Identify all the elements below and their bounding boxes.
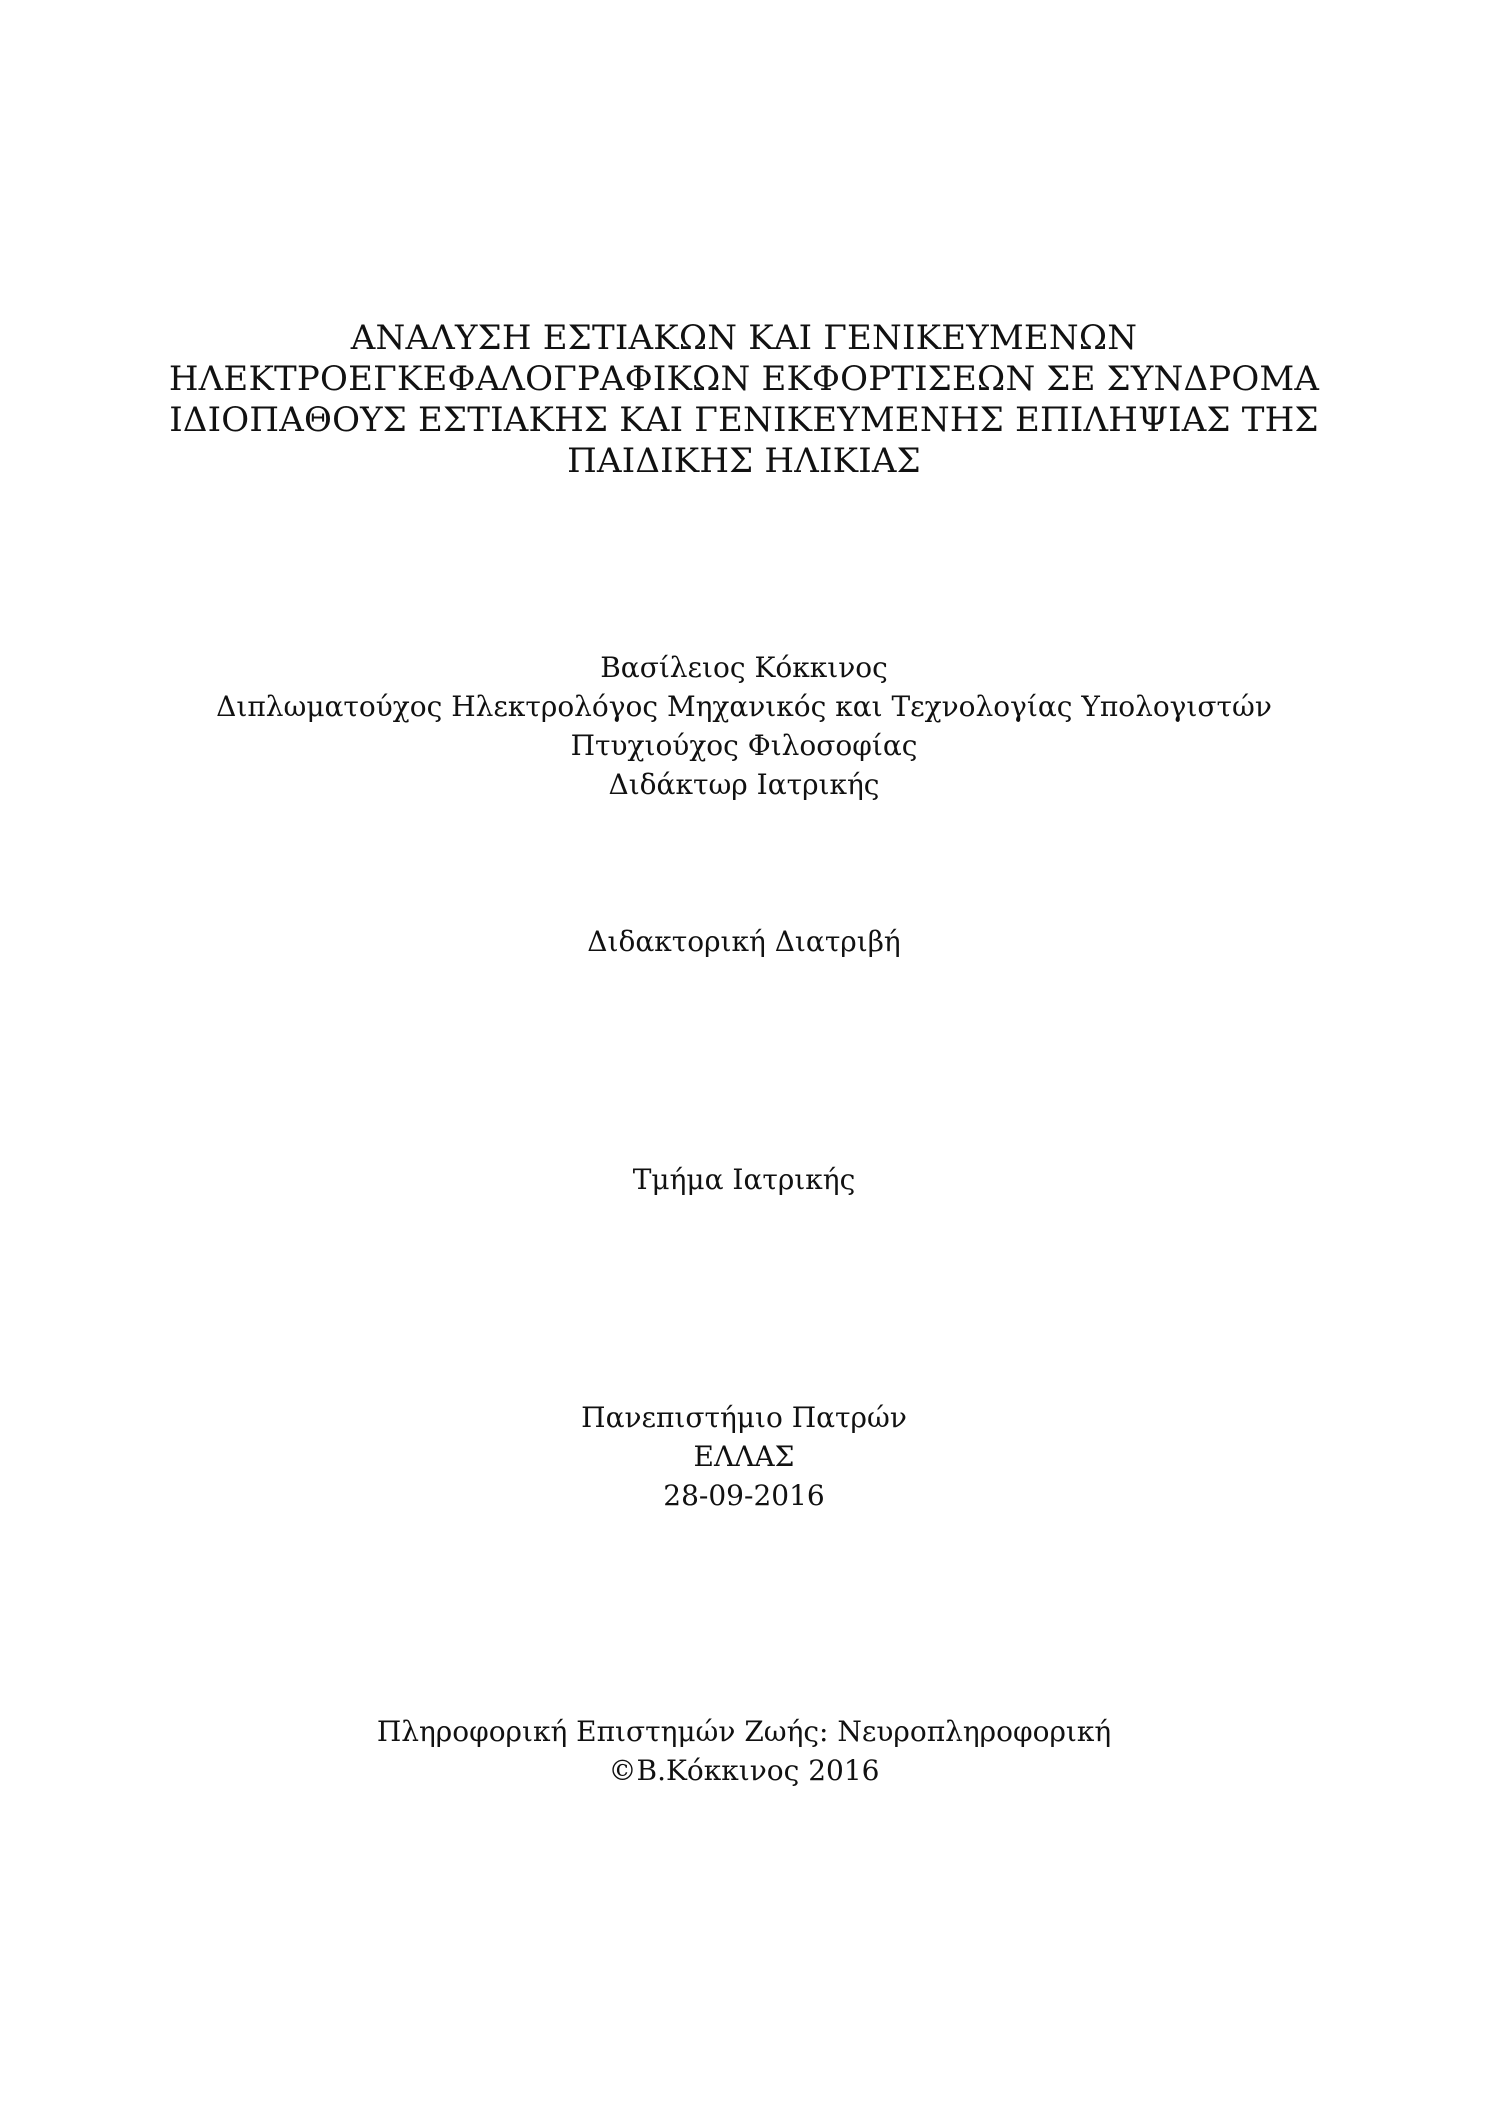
author-block	[0, 648, 1488, 804]
copyright-notice: ©Β.Κόκκινος 2016	[608, 1754, 880, 1787]
department-name: Τμήμα Ιατρικής	[632, 1163, 856, 1196]
thesis-date: 28-09-2016	[663, 1479, 825, 1512]
title-line: ΗΛΕΚΤΡΟΕΓΚΕΦΑΛΟΓΡΑΦΙΚΩΝ ΕΚΦΟΡΤΙΣΕΩΝ ΣΕ ΣΥΝΔΡΟΜΑ	[168, 359, 1320, 399]
author-degree: Διπλωματούχος Ηλεκτρολόγος Μηχανικός και Τεχνολογίας Υπολογιστών	[216, 690, 1272, 723]
program-name: Πληροφορική Επιστημών Ζωής: Νευροπληροφορική	[376, 1715, 1112, 1748]
thesis-type-block	[0, 922, 1488, 961]
title-line: ΠΑΙΔΙΚΗΣ ΗΛΙΚΙΑΣ	[567, 441, 921, 481]
country-name: ΕΛΛΑΣ	[693, 1440, 795, 1473]
university-name: Πανεπιστήμιο Πατρών	[581, 1401, 907, 1434]
author-name: Βασίλειος Κόκκινος	[600, 651, 888, 684]
title-line: ΑΝΑΛΥΣΗ ΕΣΤΙΑΚΩΝ ΚΑΙ ΓΕΝΙΚΕΥΜΕΝΩΝ	[350, 318, 1138, 358]
author-degree: Πτυχιούχος Φιλοσοφίας	[570, 729, 918, 762]
thesis-type: Διδακτορική Διατριβή	[587, 925, 901, 958]
department-block	[0, 1160, 1488, 1199]
thesis-title	[0, 318, 1488, 482]
footer-block	[0, 1712, 1488, 1790]
author-degree: Διδάκτωρ Ιατρικής	[608, 768, 880, 801]
title-line: ΙΔΙΟΠΑΘΟΥΣ ΕΣΤΙΑΚΗΣ ΚΑΙ ΓΕΝΙΚΕΥΜΕΝΗΣ ΕΠΙΛΗΨΙΑΣ ΤΗΣ	[169, 400, 1319, 440]
institution-block	[0, 1398, 1488, 1515]
